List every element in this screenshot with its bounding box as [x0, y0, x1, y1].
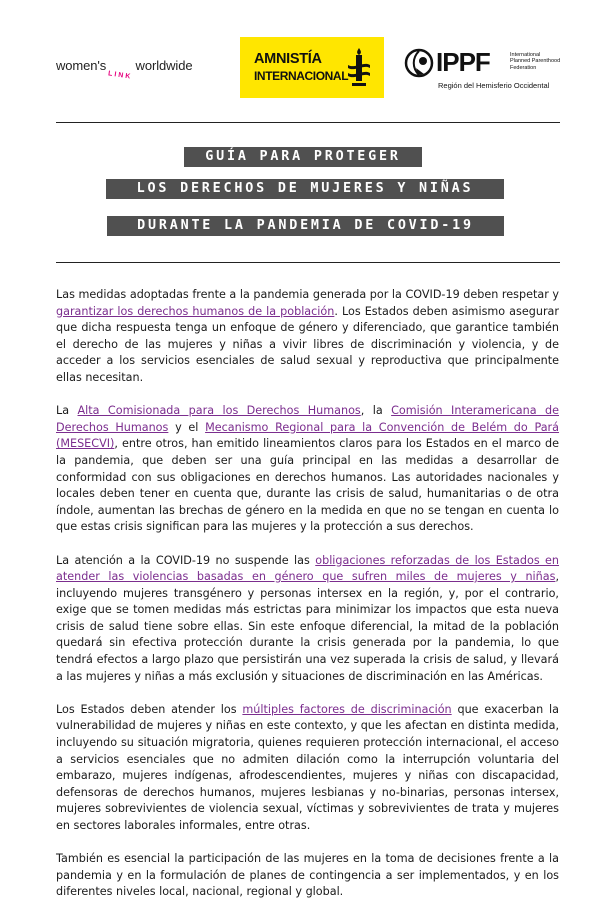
ippf-globe-icon [404, 48, 434, 78]
title-line-1: GUÍA PARA PROTEGER [184, 147, 422, 167]
paragraph-text: , incluyendo mujeres transgénero y personas intersex en la región, y, por el contrario, exige que se tomen medidas más estrictas para minimizar los impactos que esta nueva crisis de salud tiene sobre ellas. Sin este enfoque diferencial, la mitad de la población quedará sin efectiva protección durante la crisis generada por la pandemia, lo que tendrá efectos a largo plazo que persistirán una vez superada la crisis de salud, y llevará a las mujeres y niñas a más exclusión y situaciones de discriminación en las Américas. [56, 570, 559, 683]
ippf-full-name [510, 52, 560, 71]
logo-worldwide-text: worldwide [135, 58, 193, 73]
ippf-small-line: Planned Parenthood [510, 58, 561, 65]
link-garantizar-derechos[interactable]: garantizar los derechos humanos de la población [56, 304, 335, 318]
link-multiples-factores[interactable]: múltiples factores de discriminación [242, 702, 452, 716]
paragraph-text: , la [360, 404, 392, 418]
ippf-small-line: Federation [510, 64, 537, 71]
paragraph-1 [56, 287, 559, 387]
paragraph-4 [56, 702, 559, 835]
link-mesecvi[interactable]: Mecanismo Regional para la Convención de Belém do Pará (MESECVI) [56, 420, 560, 451]
paragraph-5 [56, 851, 559, 901]
ippf-wordmark: IPPF [436, 47, 490, 77]
title-line-2: LOS DERECHOS DE MUJERES Y NIÑAS [106, 179, 504, 199]
paragraph-text: y el [168, 420, 206, 434]
paragraph-text: Los Estados deben atender los [56, 702, 243, 716]
document-body [56, 287, 559, 918]
paragraph-text: La [56, 404, 78, 418]
paragraph-text: . Los Estados deben asimismo asegurar que dicha respuesta tenga un enfoque de género y diferenciado, que garantice también el derecho de las mujeres y niñas a vivir libres de discriminación y violencia, y de acceder a los servicios esenciales de salud sexual y reproductiva que principalmente ellas necesitan. [56, 304, 559, 384]
ippf-region-text: Región del Hemisferio Occidental [438, 81, 550, 90]
paragraph-2 [56, 403, 559, 536]
paragraph-text: La atención a la COVID-19 no suspende las [56, 553, 316, 567]
logo-womens-text: women's [56, 58, 107, 73]
logo-link-text: LINK [107, 70, 133, 81]
paragraph-text: Las medidas adoptadas frente a la pandemia generada por la COVID-19 deben respetar y [56, 288, 559, 301]
ippf-small-line: International [510, 52, 541, 58]
paragraph-text: También es esencial la participación de las mujeres en la toma de decisiones frente a la pandemia y en la formulación de planes de contingencia a ser implementados, y en los diferentes niveles local, nacional, regional y global. [56, 852, 559, 899]
paragraph-text: que exacerban la vulnerabilidad de mujeres y niñas en este contexto, y que les afectan en distinta medida, incluyendo su situación migratoria, quienes requieren protección internacional, el acceso a servicios esenciales que no admiten dilación como la interrupción voluntaria del embarazo, mujeres indígenas, afrodescendientes, mujeres y niñas con discapacidad, defensoras de derechos humanos, mujeres lesbianas y no-binarias, personas intersex, mujeres sobrevivientes de violencia sexual, víctimas y sobrevivientes de trata y mujeres en sectores laborales informales, entre otras. [56, 702, 560, 832]
header-divider-bottom [56, 262, 560, 263]
amnesty-line2: INTERNACIONAL [254, 69, 349, 83]
paragraph-3 [56, 553, 559, 686]
link-alta-comisionada[interactable]: Alta Comisionada para los Derechos Humanos [77, 404, 361, 418]
title-line-3: DURANTE LA PANDEMIA DE COVID-19 [107, 216, 504, 236]
candle-icon [346, 47, 372, 91]
amnesty-line1: AMNISTÍA [254, 51, 322, 67]
paragraph-text: , entre otros, han emitido lineamientos claros para los Estados en el marco de la pandemia, que deben ser una guía principal en las medidas a desarrollar de conformidad con sus obligaciones en derechos humanos. Las autoridades nacionales y locales deben tener en cuenta que, durante las crisis de salud, humanitarias o de otra índole, aumentan las brechas de género en la medida en que no se tengan en cuenta lo que estas crisis significan para las mujeres y la protección a sus derechos. [56, 437, 559, 534]
link-obligaciones-reforzadas[interactable]: obligaciones reforzadas de los Estados en atender las violencias basadas en género que sufren miles de mujeres y niñas [56, 553, 560, 584]
header-divider-top [56, 122, 560, 123]
amnesty-international-logo [240, 37, 384, 98]
womens-link-worldwide-logo [56, 58, 193, 81]
link-comision-interamericana[interactable]: Comisión Interamericana de Derechos Humanos [56, 404, 559, 434]
